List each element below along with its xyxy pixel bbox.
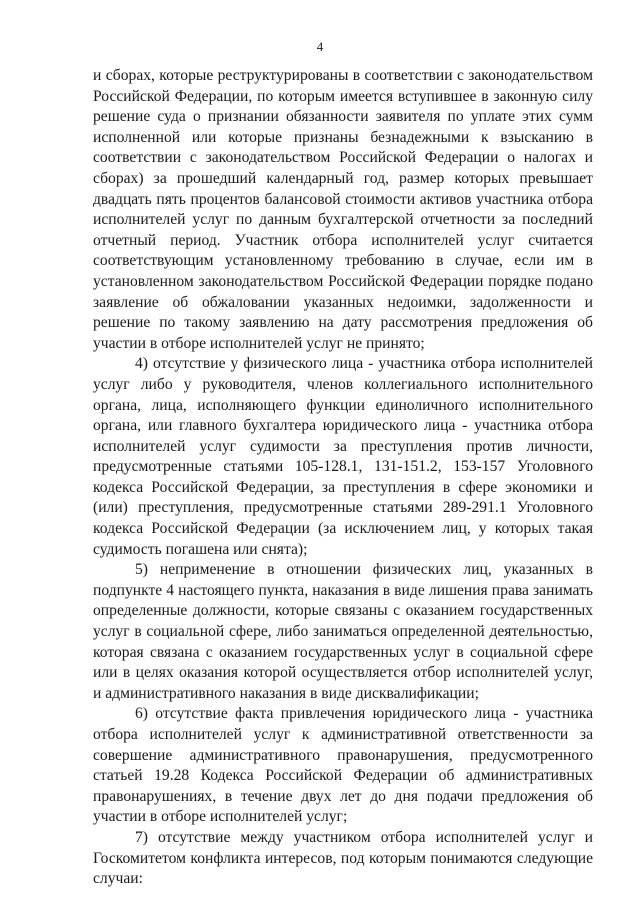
paragraph-item-5: 5) неприменение в отношении физических лиц, указанных в подпункте 4 настоящего пункта, наказания в виде лишения права занимать определенные должности, которые связаны с оказанием государственных услуг в социальной сфере, либо заниматься определенной деятельностью, которая связана с оказанием государственных услуг в социальной сфере или в целях оказания которой осуществляется отбор исполнителей услуг, и административного наказания в виде дисквалификации; — [93, 561, 593, 702]
paragraph-item-4: 4) отсутствие у физического лица - участника отбора исполнителей услуг либо у руководителя, членов коллегиального исполнительного органа, лица, исполняющего функции единоличного исполнительного органа, или главного бухгалтера юридического лица - участника отбора исполнителей услуг судимости за преступления против личности, предусмотренные статьями 105-128.1, 131-151.2, 153-157 Уголовного кодекса Российской Федерации, за преступления в сфере экономики и (или) преступления, предусмотренные статьями 289-291.1 Уголовного кодекса Российской Федерации (за исключением лиц, у которых такая судимость погашена или снята); — [93, 355, 593, 558]
paragraph-continuation: и сборах, которые реструктурированы в соответствии с законодательством Российской Федерации, по которым имеется вступившее в законную силу решение суда о признании обязанности заявителя по уплате этих сумм исполненной или которые признаны безнадежными к взысканию в соответствии с законодательством Российской Федерации о налогах и сборах) за прошедший календарный год, размер которых превышает двадцать пять процентов балансовой стоимости активов участника отбора исполнителей услуг по данным бухгалтерской отчетности за последний отчетный период. Участник отбора исполнителей услуг считается соответствующим установленному требованию в случае, если им в установленном законодательством Российской Федерации порядке подано заявление об обжаловании указанных недоимки, задолженности и решение по такому заявлению на дату рассмотрения предложения об участии в отборе исполнителей услуг не принято; — [93, 67, 593, 352]
document-body — [93, 66, 593, 890]
paragraph-item-7: 7) отсутствие между участником отбора исполнителей услуг и Госкомитетом конфликта интересов, под которым понимаются следующие случаи: — [93, 828, 593, 888]
paragraph-item-6: 6) отсутствие факта привлечения юридического лица - участника отбора исполнителей услуг к административной ответственности за совершение административного правонарушения, предусмотренного статьей 19.28 Кодекса Российской Федерации об административных правонарушениях, в течение двух лет до дня подачи предложения об участии в отборе исполнителей услуг; — [93, 705, 593, 826]
page-number: 4 — [316, 39, 324, 54]
